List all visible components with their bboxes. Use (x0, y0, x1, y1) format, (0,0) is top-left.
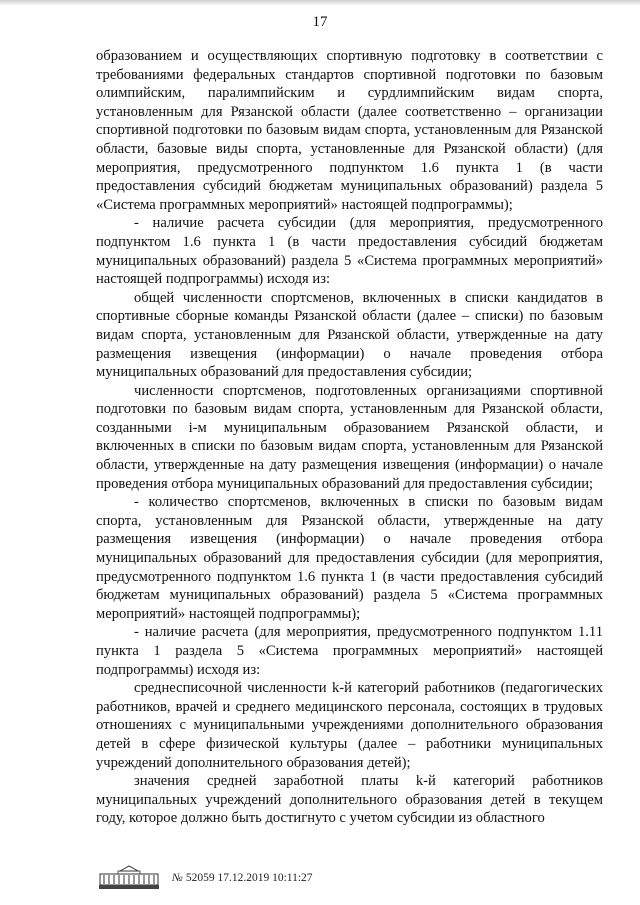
paragraph-4: численности спортсменов, подготовленных организациями спортивной подготовки по базовым видам спорта, установленным для Рязанской области, созданными i-м муниципальным образованием Рязанской области, и включенных в списки по базовым видам спорта, установленным для Рязанской области, утвержденные на дату размещения извещения (информации) о начале проведения отбора муниципальных образований для предоставления субсидии; (96, 382, 603, 492)
scan-edge (0, 0, 640, 6)
paragraph-6: - наличие расчета (для мероприятия, предусмотренного подпунктом 1.11 пункта 1 раздела 5 «Система программных мероприятий» настоящей подпрограммы) исходя из: (96, 624, 603, 678)
paragraph-5: - количество спортсменов, включенных в списки по базовым видам спорта, установленным для Рязанской области, утвержденные на дату размещения извещения (информации) о начале проведения отбора муниципальных образований для предоставления субсидии (для мероприятия, предусмотренного подпунктом 1.6 пункта 1 (в части предоставления субсидий бюджетам муниципальных образований) раздела 5 «Система программных мероприятий» настоящей подпрограммы); (96, 494, 603, 622)
paragraph-3: общей численности спортсменов, включенных в списки кандидатов в спортивные сборные команды Рязанской области (далее – списки) по базовым видам спорта, установленным для Рязанской области, утвержденные на дату размещения извещения (информации) о начале проведения отбора муниципальных образований для предоставления субсидии; (96, 289, 603, 381)
government-building-stamp-icon (98, 865, 160, 891)
paragraph-1: образованием и осуществляющих спортивную подготовку в соответствии с требованиями федеральных стандартов спортивной подготовки по базовым олимпийским, паралимпийским и сурдлимпийским видам спорта, установленным для Рязанской области (далее соответственно – организации спортивной подготовки по базовым видам спорта, установленным для Рязанской области, базовые виды спорта, установленные для Рязанской области) (для мероприятия, предусмотренного подпунктом 1.6 пункта 1 (в части предоставления субсидий бюджетам муниципальных образований) раздела 5 «Система программных мероприятий» настоящей подпрограммы); (96, 48, 603, 213)
document-registration-info: 52059 17.12.2019 10:11:27 (185, 872, 313, 884)
page-number: 17 (312, 14, 328, 30)
footer (98, 864, 313, 892)
document-number-sign: № (172, 872, 183, 884)
paragraph-8: значения средней заработной платы k-й категорий работников муниципальных учреждений дополнительного образования детей в текущем году, которое должно быть достигнуто с учетом субсидии из областного (96, 773, 603, 827)
document-body (96, 47, 603, 828)
paragraph-7: среднесписочной численности k-й категорий работников (педагогических работников, врачей и среднего медицинского персонала, состоящих в трудовых отношениях с муниципальными учреждениями дополнительного образования детей в сфере физической культуры (далее – работники муниципальных учреждений дополнительного образования детей); (96, 680, 603, 771)
paragraph-2: - наличие расчета субсидии (для мероприятия, предусмотренного подпунктом 1.6 пункта 1 (в части предоставления субсидий бюджетам муниципальных образований) раздела 5 «Система программных мероприятий» настоящей подпрограммы) исходя из: (96, 215, 603, 288)
